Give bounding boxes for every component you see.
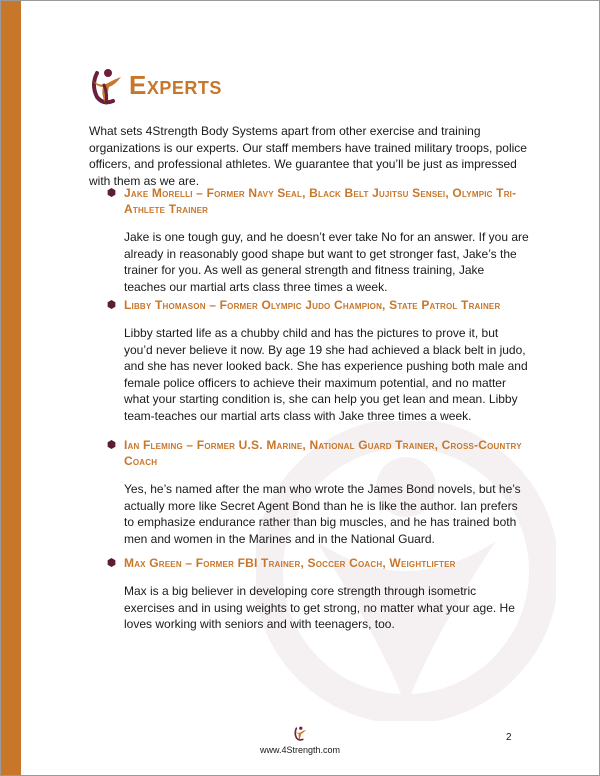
expert-description: Max is a big believer in developing core strength through isometric exercises and in using weights to get strong, no matter what your age. He loves working with seniors and with teenagers, too. (124, 584, 515, 631)
expert-heading (107, 297, 529, 313)
hexagon-bullet-icon (107, 300, 116, 309)
page-header (89, 63, 222, 107)
expert-title: Max Green – Former FBI Trainer, Soccer Coach, Weightlifter (124, 556, 456, 570)
hexagon-bullet-icon (107, 188, 116, 197)
intro-paragraph: What sets 4Strength Body Systems apart from other exercise and training organizations is our experts. Our staff members have trained military troops, police officers, and professional athletes. We guarantee that you’ll be just as impressed with them as we are. (89, 124, 527, 188)
expert-section (107, 437, 529, 547)
page-title: Experts (129, 69, 222, 100)
page-number: 2 (506, 732, 512, 743)
expert-title: Libby Thomason – Former Olympic Judo Champion, State Patrol Trainer (124, 298, 501, 312)
expert-section (107, 297, 529, 424)
expert-description: Libby started life as a chubby child and has the pictures to prove it, but you’d never believe it now. By age 19 she had achieved a black belt in judo, and she has never looked back. She has experience pushing both male and female police officers to achieve their maximum potential, and no matter what your starting condition is, she can help you get lean and mean. Libby team-teaches our martial arts class with Jake three times a week. (124, 326, 528, 423)
expert-heading (107, 555, 529, 571)
expert-title: Ian Fleming – Former U.S. Marine, National Guard Trainer, Cross-Country Coach (124, 438, 522, 468)
footer-url: www.4Strength.com (259, 745, 341, 755)
expert-title: Jake Morelli – Former Navy Seal, Black Belt Jujitsu Sensei, Olympic Tri-Athlete Trainer (124, 186, 517, 216)
side-accent-bar (1, 1, 21, 775)
4strength-footer-logo-icon (293, 725, 307, 741)
expert-description: Yes, he’s named after the man who wrote the James Bond novels, but he’s actually more like Secret Agent Bond than he is like the author. Ian prefers to emphasize endurance rather than big muscles, and he has trained both men and women in the Marines and in the National Guard. (124, 482, 521, 546)
4strength-logo-icon (89, 65, 123, 105)
expert-description: Jake is one tough guy, and he doesn’t ever take No for an answer. If you are already in reasonably good shape but want to get stronger fast, Jake’s the trainer for you. As well as general strength and fitness training, Jake teaches our martial arts class three times a week. (124, 230, 529, 294)
hexagon-bullet-icon (107, 440, 116, 449)
hexagon-bullet-icon (107, 558, 116, 567)
expert-heading (107, 437, 529, 469)
expert-heading (107, 185, 529, 217)
expert-section (107, 555, 529, 633)
expert-section (107, 185, 529, 295)
